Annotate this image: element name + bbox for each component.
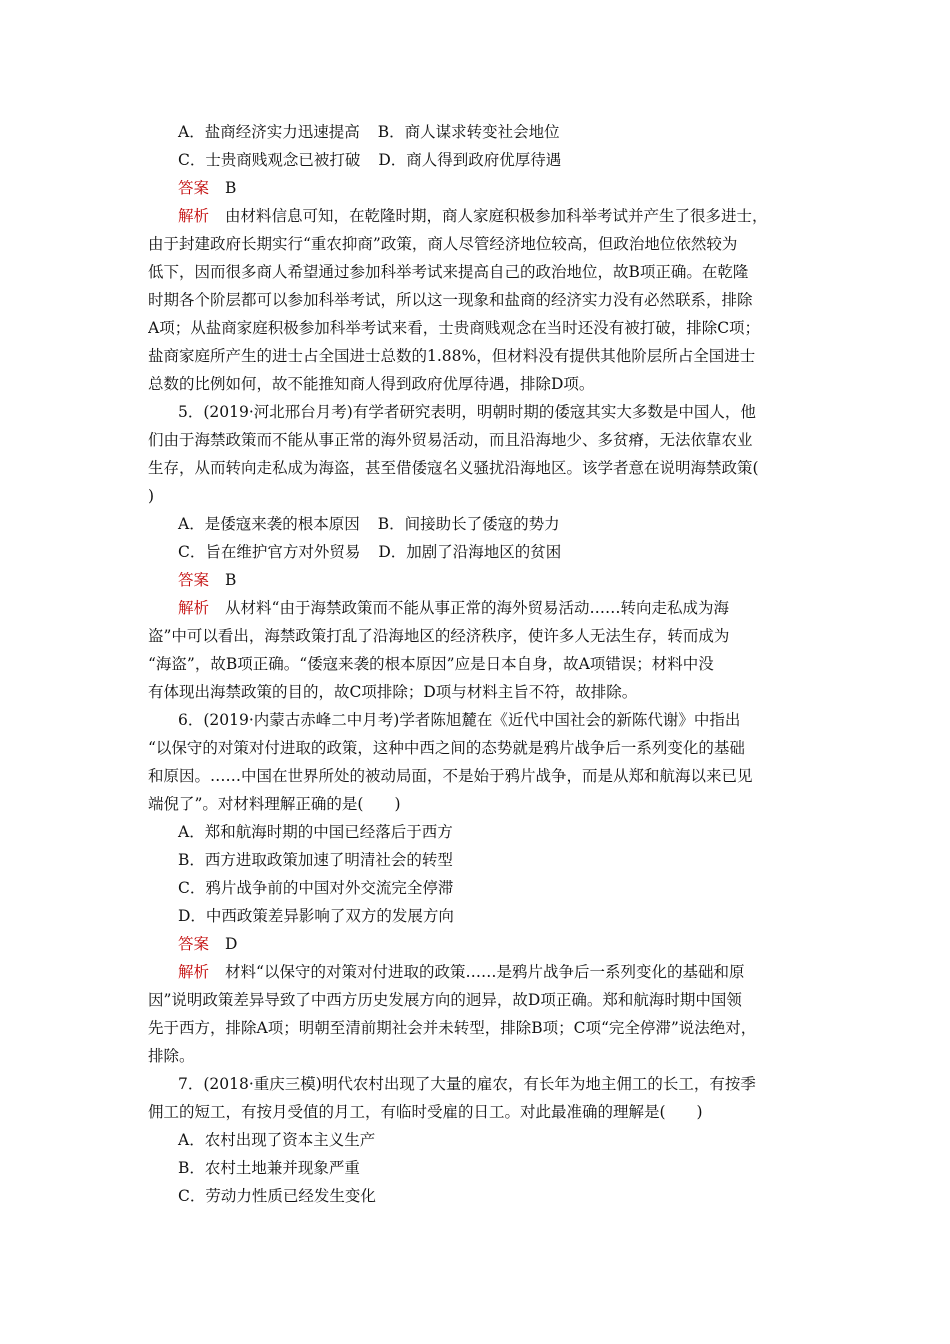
document-page	[148, 118, 808, 1210]
q6-stem-line: 端倪了”。对材料理解正确的是( )	[148, 795, 401, 813]
q6-analysis-line: 先于西方，排除A项；明朝至清前期社会并未转型，排除B项；C项“完全停滞”说法绝对，	[148, 1019, 757, 1037]
q4-analysis-line	[148, 202, 808, 230]
answer-label: 答案	[178, 935, 210, 953]
q6-analysis-line	[148, 958, 808, 986]
q6-stem-line: “以保守的对策对付进取的政策，这种中西之间的态势就是鸦片战争后一系列变化的基础	[148, 739, 745, 757]
q4-analysis-line: A项；从盐商家庭积极参加科举考试来看，士贵商贱观念在当时还没有被打破，排除C项；	[148, 319, 761, 337]
q6-analysis-line: 排除。	[148, 1047, 195, 1065]
q5-stem-line: 们由于海禁政策而不能从事正常的海外贸易活动，而且沿海地少、多贫瘠，无法依靠农业	[148, 431, 753, 449]
q6-stem-line: 6．(2019·内蒙古赤峰二中月考)学者陈旭麓在《近代中国社会的新陈代谢》中指出	[178, 711, 741, 729]
q4-analysis-line: 时期各个阶层都可以参加科举考试，所以这一现象和盐商的经济实力没有必然联系，排除	[148, 291, 753, 309]
q5-option-a[interactable]: A．是倭寇来袭的根本原因	[178, 515, 360, 533]
q5-stem-line: )	[148, 487, 155, 505]
analysis-label: 解析	[178, 599, 210, 617]
q5-option-c[interactable]: C．旨在维护官方对外贸易	[178, 543, 361, 561]
analysis-label: 解析	[178, 963, 210, 981]
q4-options-row-2	[148, 146, 808, 174]
q7-option-c[interactable]: C．劳动力性质已经发生变化	[178, 1187, 376, 1205]
q4-analysis-line: 总数的比例如何，故不能推知商人得到政府优厚待遇，排除D项。	[148, 375, 595, 393]
q4-analysis-line: 低下，因而很多商人希望通过参加科举考试来提高自己的政治地位，故B项正确。在乾隆	[148, 263, 749, 281]
answer-label: 答案	[178, 571, 210, 589]
q5-answer	[148, 566, 808, 594]
q4-option-c[interactable]: C．士贵商贱观念已被打破	[178, 151, 361, 169]
analysis-text: 从材料“由于海禁政策而不能从事正常的海外贸易活动……转向走私成为海	[225, 599, 729, 617]
q7-stem-line: 佣工的短工，有按月受值的月工，有临时受雇的日工。对此最准确的理解是( )	[148, 1103, 703, 1121]
q5-options-row-1	[148, 510, 808, 538]
q4-options-row-1	[148, 118, 808, 146]
q7-option-b[interactable]: B．农村土地兼并现象严重	[178, 1159, 360, 1177]
q4-option-d[interactable]: D．商人得到政府优厚待遇	[378, 151, 562, 169]
analysis-text: 由材料信息可知，在乾隆时期，商人家庭积极参加科举考试并产生了很多进士，	[225, 207, 768, 225]
q6-analysis-line: 因”说明政策差异导致了中西方历史发展方向的迥异，故D项正确。郑和航海时期中国领	[148, 991, 742, 1009]
q6-option-d[interactable]: D．中西政策差异影响了双方的发展方向	[178, 907, 454, 925]
q6-stem-line: 和原因。……中国在世界所处的被动局面，不是始于鸦片战争，而是从郑和航海以来已见	[148, 767, 753, 785]
q5-analysis-line: “海盗”，故B项正确。“倭寇来袭的根本原因”应是日本自身，故A项错误；材料中没	[148, 655, 714, 673]
q5-options-row-2	[148, 538, 808, 566]
q7-option-a[interactable]: A．农村出现了资本主义生产	[178, 1131, 376, 1149]
q6-option-b[interactable]: B．西方进取政策加速了明清社会的转型	[178, 851, 453, 869]
answer-value: B	[225, 571, 237, 589]
q5-option-b[interactable]: B．间接助长了倭寇的势力	[377, 515, 560, 533]
analysis-text: 材料“以保守的对策对付进取的政策……是鸦片战争后一系列变化的基础和原	[225, 963, 745, 981]
q6-option-c[interactable]: C．鸦片战争前的中国对外交流完全停滞	[178, 879, 454, 897]
answer-value: D	[225, 935, 238, 953]
q5-stem-line: 生存，从而转向走私成为海盗，甚至借倭寇名义骚扰沿海地区。该学者意在说明海禁政策(	[148, 459, 759, 477]
q6-option-a[interactable]: A．郑和航海时期的中国已经落后于西方	[178, 823, 453, 841]
q5-analysis-line	[148, 594, 808, 622]
q5-stem-line: 5．(2019·河北邢台月考)有学者研究表明，明朝时期的倭寇其实大多数是中国人，他	[178, 403, 756, 421]
q6-answer	[148, 930, 808, 958]
q5-analysis-line: 盗”中可以看出，海禁政策打乱了沿海地区的经济秩序，使许多人无法生存，转而成为	[148, 627, 730, 645]
q5-analysis-line: 有体现出海禁政策的目的，故C项排除；D项与材料主旨不符，故排除。	[148, 683, 638, 701]
analysis-label: 解析	[178, 207, 210, 225]
answer-label: 答案	[178, 179, 210, 197]
q5-option-d[interactable]: D．加剧了沿海地区的贫困	[378, 543, 562, 561]
q4-analysis-line: 盐商家庭所产生的进士占全国进士总数的1.88%，但材料没有提供其他阶层所占全国进士	[148, 347, 756, 365]
q7-stem-line: 7．(2018·重庆三模)明代农村出现了大量的雇农，有长年为地主佣工的长工，有按季	[178, 1075, 756, 1093]
q4-analysis-line: 由于封建政府长期实行“重农抑商”政策，商人尽管经济地位较高，但政治地位依然较为	[148, 235, 738, 253]
q4-answer	[148, 174, 808, 202]
q4-option-a[interactable]: A．盐商经济实力迅速提高	[178, 123, 360, 141]
q4-option-b[interactable]: B．商人谋求转变社会地位	[377, 123, 560, 141]
answer-value: B	[225, 179, 237, 197]
